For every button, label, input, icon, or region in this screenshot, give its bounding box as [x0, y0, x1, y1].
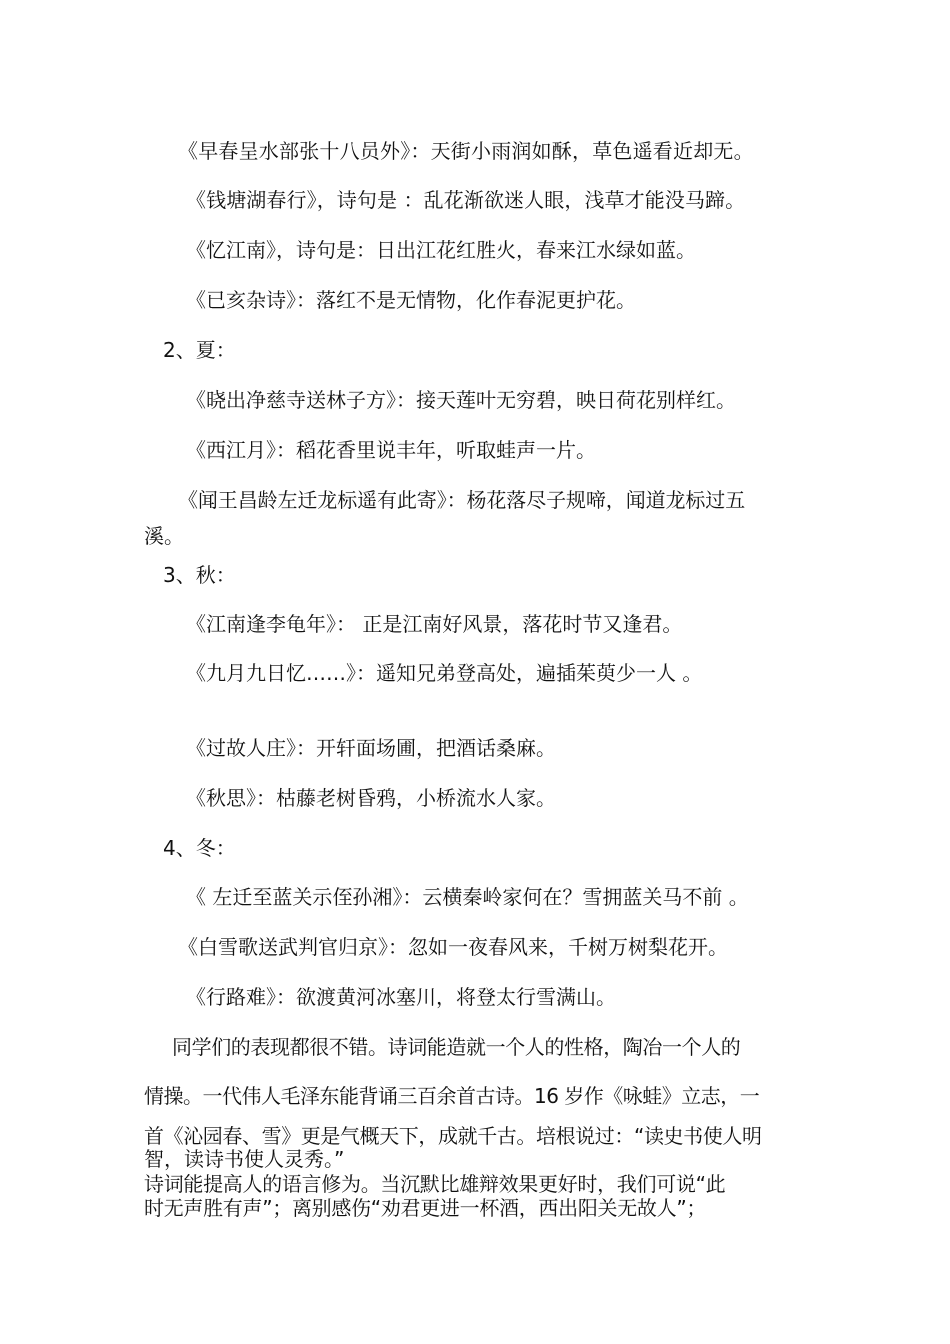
poem-line-autumn-1: 《江南逢李龟年》： 正是江南好风景，落花时节又逢君。	[186, 612, 683, 636]
poem-line-spring-3: 《忆江南》，诗句是：日出江花红胜火，春来江水绿如蓝。	[186, 238, 696, 262]
paragraph-1-line-3: 首《沁园春、雪》更是气概天下，成就千古。培根说过：“读史书使人明	[144, 1124, 762, 1148]
section-heading-autumn: 3、秋：	[163, 563, 236, 587]
poem-line-summer-3-cont: 溪。	[144, 524, 184, 548]
poem-line-spring-1: 《早春呈水部张十八员外》：天街小雨润如酥，草色遥看近却无。	[178, 139, 754, 163]
poem-line-autumn-2: 《九月九日忆……》：遥知兄弟登高处，遍插茱萸少一人 。	[186, 661, 703, 685]
poem-line-summer-3: 《闻王昌龄左迁龙标遥有此寄》：杨花落尽子规啼，闻道龙标过五	[178, 488, 746, 512]
paragraph-1-line-2: 情操。一代伟人毛泽东能背诵三百余首古诗。16 岁作《咏蛙》立志，一	[144, 1084, 760, 1108]
poem-line-autumn-3: 《过故人庄》：开轩面场圃，把酒话桑麻。	[186, 736, 556, 760]
paragraph-1-line-4: 智，读诗书使人灵秀。”	[144, 1147, 345, 1171]
paragraph-1-line-1: 同学们的表现都很不错。诗词能造就一个人的性格，陶冶一个人的	[172, 1035, 741, 1059]
poem-line-summer-2: 《西江月》：稻花香里说丰年，听取蛙声一片。	[186, 438, 596, 462]
poem-line-autumn-4: 《秋思》：枯藤老树昏鸦，小桥流水人家。	[186, 786, 556, 810]
section-heading-winter: 4、冬：	[163, 836, 236, 860]
poem-line-summer-1: 《晓出净慈寺送林子方》：接天莲叶无穷碧，映日荷花别样红。	[186, 388, 736, 412]
paragraph-2-line-2: 时无声胜有声”；离别感伤“劝君更进一杯酒，西出阳关无故人”；	[144, 1196, 707, 1220]
poem-line-spring-4: 《已亥杂诗》：落红不是无情物，化作春泥更护花。	[186, 288, 636, 312]
paragraph-2-line-1: 诗词能提高人的语言修为。当沉默比雄辩效果更好时，我们可说“此	[144, 1172, 726, 1196]
poem-line-winter-2: 《白雪歌送武判官归京》：忽如一夜春风来，千树万树梨花开。	[178, 935, 728, 959]
section-heading-summer: 2、夏：	[163, 338, 236, 362]
poem-line-winter-3: 《行路难》：欲渡黄河冰塞川，将登太行雪满山。	[186, 985, 616, 1009]
poem-line-winter-1: 《 左迁至蓝关示侄孙湘》：云横秦岭家何在？雪拥蓝关马不前 。	[186, 885, 749, 909]
poem-line-spring-2: 《钱塘湖春行》，诗句是 ：乱花渐欲迷人眼，浅草才能没马蹄。	[186, 188, 746, 212]
